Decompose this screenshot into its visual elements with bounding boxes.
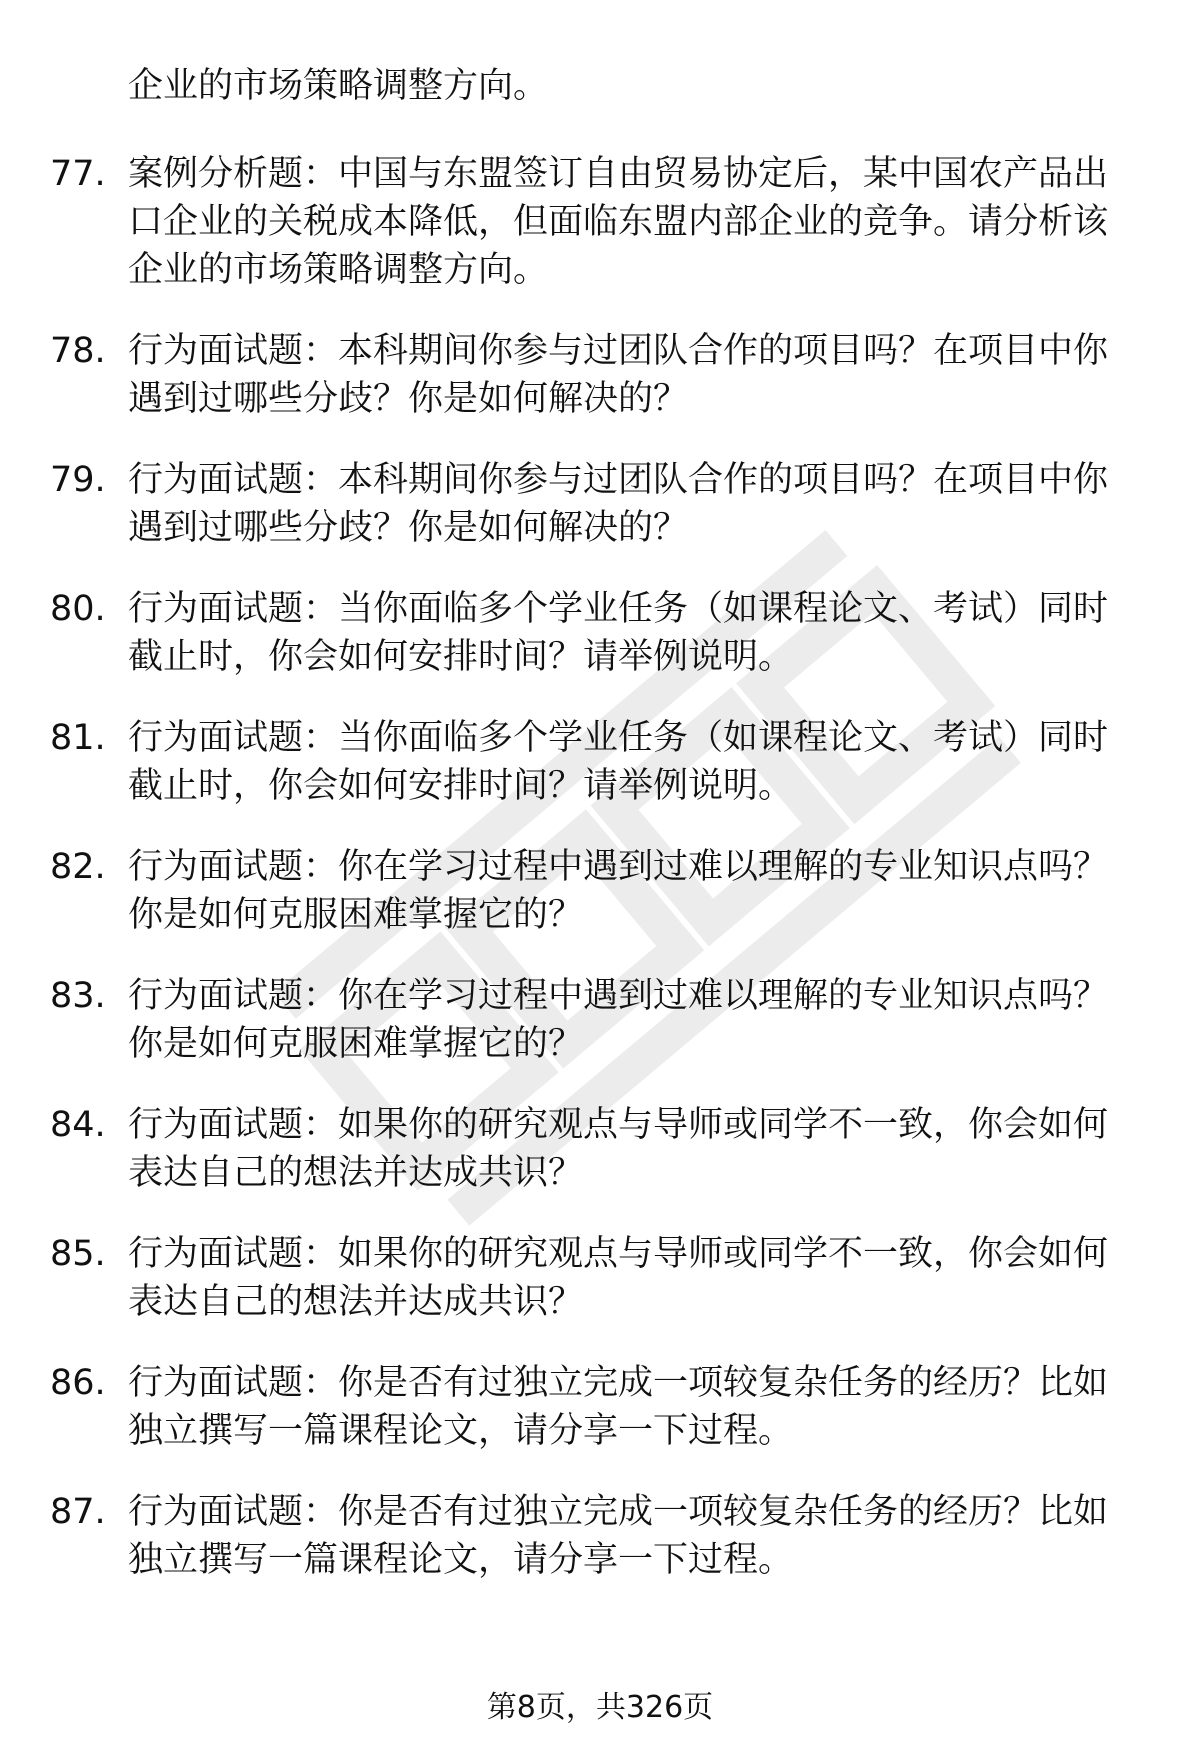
question-text: 行为面试题：如果你的研究观点与导师或同学不一致，你会如何表达自己的想法并达成共识？ bbox=[128, 1234, 1109, 1322]
question-text: 行为面试题：你在学习过程中遇到过难以理解的专业知识点吗？你是如何克服困难掌握它的？ bbox=[128, 847, 1109, 935]
question-number: 84. bbox=[50, 1105, 106, 1145]
page-number-label: 第8页，共326页 bbox=[486, 1690, 714, 1725]
question-item bbox=[0, 972, 1200, 1068]
question-number: 85. bbox=[50, 1234, 106, 1274]
question-item bbox=[0, 1101, 1200, 1197]
question-number: 87. bbox=[50, 1492, 106, 1532]
question-item bbox=[0, 456, 1200, 552]
question-number: 83. bbox=[50, 976, 106, 1016]
question-number: 82. bbox=[50, 847, 106, 887]
question-number: 78. bbox=[50, 331, 106, 371]
question-item bbox=[0, 843, 1200, 939]
question-number: 81. bbox=[50, 718, 106, 758]
continuation-text: 企业的市场策略调整方向。 bbox=[128, 66, 549, 106]
question-item bbox=[0, 150, 1200, 294]
page-footer bbox=[0, 1688, 1200, 1728]
question-text: 行为面试题：当你面临多个学业任务（如课程论文、考试）同时截止时，你会如何安排时间？请举例说明。 bbox=[128, 718, 1109, 806]
question-item bbox=[0, 714, 1200, 810]
question-text: 行为面试题：你在学习过程中遇到过难以理解的专业知识点吗？你是如何克服困难掌握它的？ bbox=[128, 976, 1109, 1064]
question-item bbox=[0, 327, 1200, 423]
question-text: 案例分析题：中国与东盟签订自由贸易协定后，某中国农产品出口企业的关税成本降低，但面临东盟内部企业的竞争。请分析该企业的市场策略调整方向。 bbox=[128, 154, 1109, 290]
question-number: 80. bbox=[50, 589, 106, 629]
question-text: 行为面试题：你是否有过独立完成一项较复杂任务的经历？比如独立撰写一篇课程论文，请分享一下过程。 bbox=[128, 1492, 1109, 1580]
question-text: 行为面试题：本科期间你参与过团队合作的项目吗？在项目中你遇到过哪些分歧？你是如何解决的？ bbox=[128, 460, 1109, 548]
question-text: 行为面试题：当你面临多个学业任务（如课程论文、考试）同时截止时，你会如何安排时间？请举例说明。 bbox=[128, 589, 1109, 677]
question-text: 行为面试题：如果你的研究观点与导师或同学不一致，你会如何表达自己的想法并达成共识？ bbox=[128, 1105, 1109, 1193]
question-text: 行为面试题：你是否有过独立完成一项较复杂任务的经历？比如独立撰写一篇课程论文，请分享一下过程。 bbox=[128, 1363, 1109, 1451]
question-text: 行为面试题：本科期间你参与过团队合作的项目吗？在项目中你遇到过哪些分歧？你是如何解决的？ bbox=[128, 331, 1109, 419]
question-item bbox=[0, 1230, 1200, 1326]
question-item bbox=[0, 1359, 1200, 1455]
question-list bbox=[0, 150, 1200, 1617]
question-number: 79. bbox=[50, 460, 106, 500]
question-item bbox=[0, 585, 1200, 681]
question-number: 86. bbox=[50, 1363, 106, 1403]
question-number: 77. bbox=[50, 154, 106, 194]
question-item bbox=[0, 1488, 1200, 1584]
